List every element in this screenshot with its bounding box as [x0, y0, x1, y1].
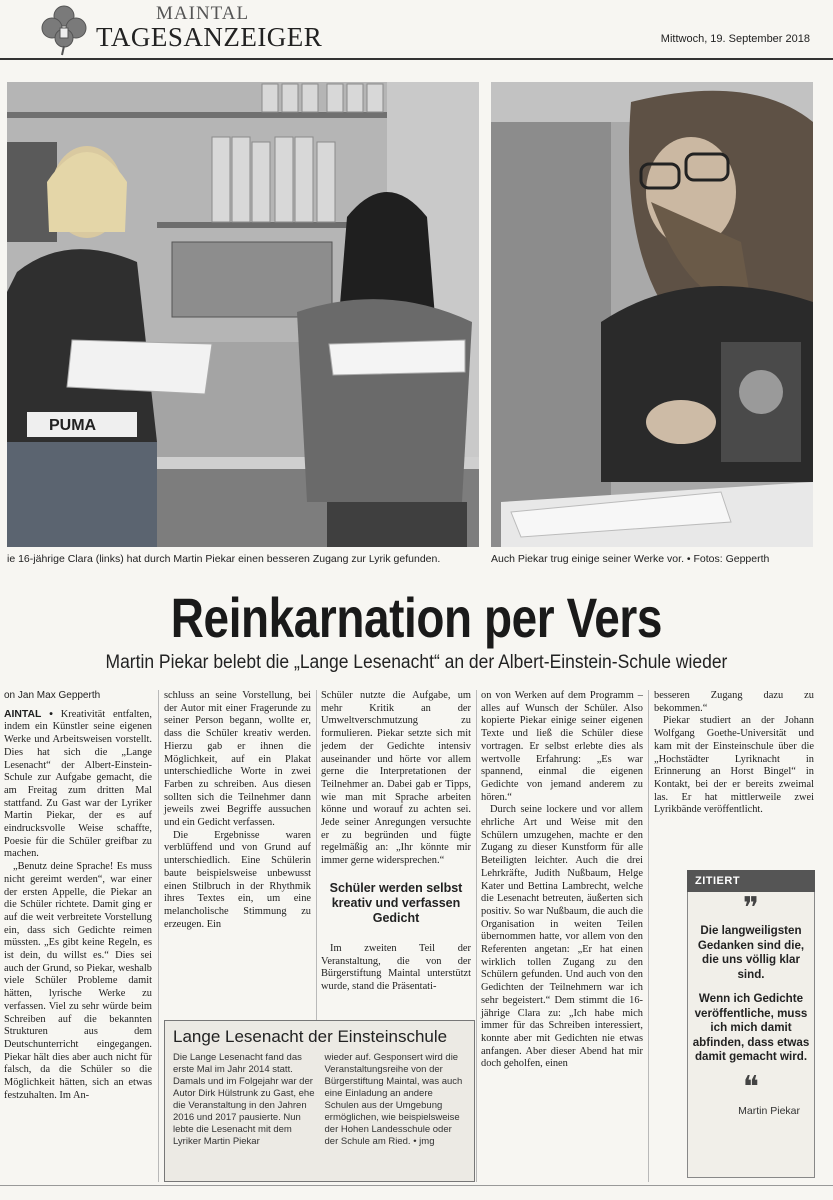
clover-logo-icon: [38, 2, 90, 56]
article-paragraph: on von Werken auf dem Programm – alles auf Wunsch der Schüler. Also kopierte Piekar einige seiner eigenen Texte und ließ die Schüler diese vortragen. Er selbst erlebte dies als wertvolle Erfahrung: „Es war spannend, einmal die eigenen Gedichte von jemand anderem zu hören.“: [481, 690, 643, 803]
photo-piekar-reading: [491, 82, 813, 547]
article-paragraph: besseren Zugang dazu zu bekommen.“: [654, 690, 814, 714]
photo-students-reading: [7, 82, 479, 547]
header-rule: [0, 58, 833, 60]
article-headline: Reinkarnation per Vers: [170, 586, 662, 649]
quote-box-label: ZITIERT: [687, 870, 815, 892]
article-paragraph: Die Ergebnisse waren verblüffend und von Grund auf unterschiedlich. Eine Schülerin baute beispielsweise unbewusst einen Stilbruch in der Rhythmik ihres Textes ein, um eine melancholische Stimmung zu erzeugen. Ein: [164, 829, 311, 930]
photo-caption-left: ie 16-jährige Clara (links) hat durch Martin Piekar einen besseren Zugang zur Lyrik gefunden.: [7, 553, 441, 565]
article-paragraph: „Benutz deine Sprache! Es muss nicht gereimt werden“, war einer der ersten Appelle, die Piekar an die Schüler richtete. Damit ging er auf die weit verbreitete Vorstellung ein, dass sich Gedichte reimen müssten. „Es gibt keine Regeln, es ist dein, du willst es.“ Dies sei auch der Grund, so Piekar, weshalb viele Schüler Probleme damit hätten, lyrische Werke zu verfassen. Viel zu sehr würde beim Schreiben auf die bekannten Strukturen aus dem Deutschunterricht eingegangen. Piekar hält dies aber auch nicht für falsch, da die Schüler so die Möglichkeit hätten, sich an etwas festzuhalten. Im An-: [4, 861, 152, 1101]
article-column-1: [4, 690, 152, 1103]
byline: on Jan Max Gepperth: [4, 690, 101, 701]
masthead: [38, 2, 828, 60]
quote-text-1: Die langweiligsten Gedanken sind die, die uns völlig klar sind.: [697, 924, 805, 981]
article-column-4: [481, 690, 643, 1071]
quote-text-2: Wenn ich Gedichte veröffentliche, muss ich mich damit abfinden, dass etwas damit gemacht wird.: [692, 992, 810, 1063]
column-rule: [648, 690, 649, 1182]
column-rule: [476, 690, 477, 1182]
bottom-rule: [0, 1185, 833, 1186]
article-column-3: [321, 690, 471, 994]
info-box-lesenacht: [164, 1020, 475, 1182]
info-box-text-right: wieder auf. Gesponsert wird die Veranstaltungsreihe von der Bürgerstiftung Maintal, was auch eine Einladung an andere Schulen aus der Umgebung ermöglichen, wie beispielsweise der Hohen Landesschule oder der Schule am Ried. • jmg: [324, 1052, 463, 1147]
quote-box: [687, 870, 815, 1180]
quote-open-icon: ❞: [742, 892, 760, 925]
article-paragraph: Schüler nutzte die Aufgabe, um mehr Kritik an der Umweltverschmutzung zu formulieren. Piekar setzte sich mit jedem der Gedichte intensiv auseinander und hörte vor allem gerne die Interpretationen der Teilnehmer an. Dabei gab er Tipps, wie man mit Sprache arbeiten könne und worauf zu achten sei. Jede seiner Anregungen versuchte er zu begründen und fügte regelmäßig an: „Ihr könnte mir immer gerne widersprechen.“: [321, 690, 471, 867]
article-paragraph: schluss an seine Vorstellung, bei der Autor mit einer Fragerunde zu seiner Person begann, wollte er, dass die Schüler kreativ werden. Hierzu gab er ihnen die Möglichkeit, auf ein Plakat unterschiedliche Worte in zwei Farben zu schreiben. Aus diesen sollten sich die Teilnehmer dann jeweils zwei Begriffe aussuchen und ein Gedicht verfassen.: [164, 690, 311, 829]
brand-main: TAGESANZEIGER: [96, 22, 323, 52]
article-paragraph: Durch seine lockere und vor allem ehrliche Art und Weise mit den Schülern umzugehen, machte er den Zugang zu dieser Kunstform für alle Beteiligten leichter. Auch die drei Lehrkräfte, Judith Nußbaum, Helge Kater und Bettina Lambrecht, welche die Lesenacht betreuten, äußerten sich positiv. So war Nußbaum, die auch die Organisation in weiten Teilen übernommen hatte, vor allem von den Referenten angetan: „Er hat einen wirklich tollen Zugang zu den Schülern gefunden. Und auch von den Gedichten der Teilnehmern war ich sehr begeistert.“ Dem stimmt die 16-jährige Clara zu: „Ich habe mich immer für das Schreiben interessiert, konnte aber mit Gedichten nie etwas anfangen. Aber dieser Abend hat mir doch geholfen, einen: [481, 804, 643, 1070]
article-subhead: Martin Piekar belebt die „Lange Lesenacht“ an der Albert-Einstein-Schule wieder: [105, 652, 728, 673]
info-box-text-left: Die Lange Lesenacht fand das erste Mal im Jahr 2014 statt. Damals und im Folgejahr war der Autor Dirk Hülstrunk zu Gast, ehe die Veranstaltung in den Jahren 2016 und 2017 pausierte. Nun lebte die Lesenacht mit dem Lyriker Martin Piekar: [173, 1052, 315, 1147]
brand-top: MAINTAL: [156, 3, 250, 24]
photo-caption-right: Auch Piekar trug einige seiner Werke vor. • Fotos: Gepperth: [491, 553, 770, 565]
column-rule: [158, 690, 159, 1182]
shirt-text: PUMA: [49, 417, 97, 434]
info-box-title: Lange Lesenacht der Einsteinschule: [173, 1027, 448, 1046]
article-column-5: [654, 690, 814, 817]
quote-author: Martin Piekar: [738, 1104, 800, 1117]
article-column-2: [164, 690, 311, 931]
quote-close-icon: ❝: [742, 1070, 760, 1104]
article-paragraph: AINTAL • Kreativität entfalten, indem ein Künstler seine eigenen Werke und Arbeitsweisen vorstellt. Dies hat sich die „Lange Lesenacht“ der Albert-Einstein-Schule zur Aufgabe gemacht, die am Freitag zum dritten Mal stattfand. Zu Gast war der Lyriker Martin Piekar, der es auf eindrucksvolle Weise schaffte, Poesie für die Schüler greifbar zu machen.: [4, 708, 152, 860]
article-paragraph: Piekar studiert an der Johann Wolfgang Goethe-Universität und kam mit der Einsteinschule über die „Hochstädter Lyriknacht in Erinnerung an Horst Bingel“ in Kontakt, bei der er bereits zweimal las. Er hat mittlerweile zwei Lyrikbände veröffentlicht.: [654, 715, 814, 816]
issue-date: Mittwoch, 19. September 2018: [660, 33, 810, 45]
pull-quote: Schüler werden selbst kreativ und verfassen Gedicht: [329, 880, 463, 925]
article-paragraph: Im zweiten Teil der Veranstaltung, die von der Bürgerstiftung Maintal unterstützt wurde, stand die Präsentati-: [321, 942, 471, 992]
dateline: AINTAL •: [4, 708, 53, 720]
